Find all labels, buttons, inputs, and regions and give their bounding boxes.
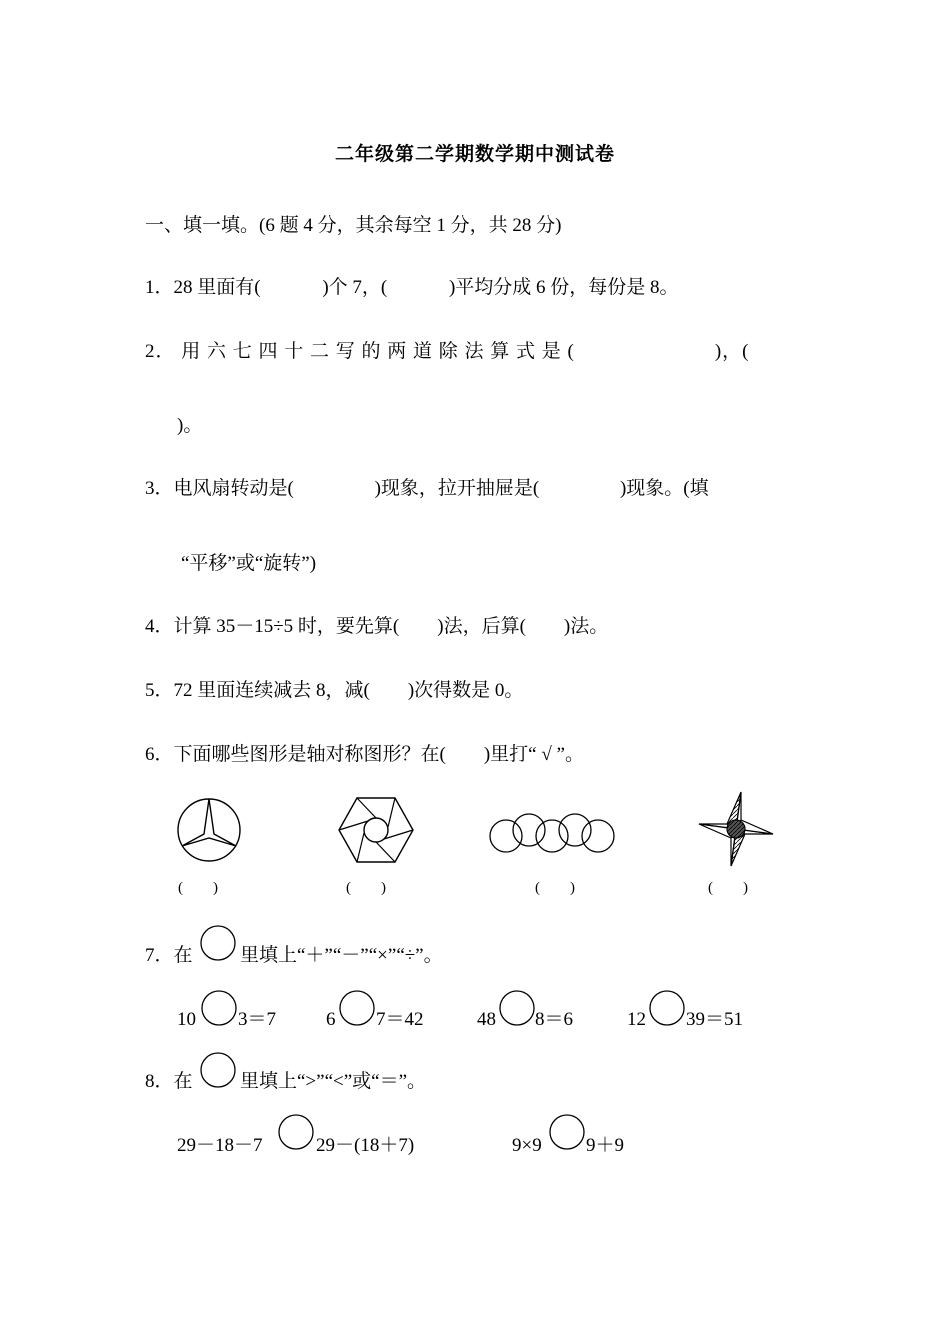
q7-item-3-left: 48 (477, 1009, 496, 1030)
q8-item-1-left: 29－18－7 (177, 1135, 263, 1156)
question-8-prefix: 8．在 (145, 1071, 193, 1092)
q7-item-4-right: 39＝51 (686, 1009, 744, 1030)
page-title: 二年级第二学期数学期中测试卷 (334, 143, 615, 165)
question-2-line-2: )。 (177, 415, 203, 436)
q7-item-4-circle[interactable] (649, 990, 685, 1026)
q8-item-2-right: 9＋9 (586, 1135, 625, 1156)
q7-item-4-left: 12 (627, 1009, 646, 1030)
question-4: 4．计算 35－15÷5 时，要先算( )法，后算( )法。 (145, 616, 609, 637)
question-3-line-2: “平移”或“旋转”) (181, 553, 317, 574)
q8-item-1-right: 29－(18＋7) (316, 1135, 415, 1156)
question-5: 5．72 里面连续减去 8，减( )次得数是 0。 (145, 680, 524, 701)
question-2-line-1: 2． 用 六 七 四 十 二 写 的 两 道 除 法 算 式 是 ( )，( (145, 341, 750, 362)
question-8-suffix: 里填上“>”“<”或“＝”。 (240, 1071, 427, 1092)
q7-item-1-left: 10 (177, 1009, 196, 1030)
hexagon-figure (338, 796, 414, 864)
compare-circle-icon (200, 1052, 236, 1088)
q8-item-2-left: 9×9 (512, 1135, 542, 1156)
question-7-suffix: 里填上“＋”“－”“×”“÷”。 (240, 945, 443, 966)
question-3-line-1: 3．电风扇转动是( )现象，拉开抽屉是( )现象。(填 (145, 478, 709, 499)
operator-circle-icon (200, 925, 236, 961)
answer-paren-4[interactable]: ( ) (708, 880, 748, 896)
question-7-prefix: 7．在 (145, 945, 193, 966)
q7-item-3-circle[interactable] (499, 990, 535, 1026)
q8-item-2-circle[interactable] (549, 1114, 585, 1150)
q7-item-2-left: 6 (326, 1009, 336, 1030)
q7-item-2-right: 7＝42 (376, 1009, 424, 1030)
q7-item-2-circle[interactable] (339, 990, 375, 1026)
answer-paren-1[interactable]: ( ) (178, 880, 218, 896)
q8-item-1-circle[interactable] (278, 1114, 314, 1150)
circle-star-figure (175, 796, 243, 864)
answer-paren-2[interactable]: ( ) (346, 880, 386, 896)
five-circles-figure (488, 812, 616, 856)
q7-item-1-circle[interactable] (201, 990, 237, 1026)
q7-item-1-right: 3＝7 (238, 1009, 277, 1030)
question-6: 6．下面哪些图形是轴对称图形？在( )里打“ √ ”。 (145, 744, 584, 765)
answer-paren-3[interactable]: ( ) (535, 880, 575, 896)
section-heading: 一、填一填。(6 题 4 分，其余每空 1 分，共 28 分) (145, 215, 562, 236)
q7-item-3-right: 8＝6 (535, 1009, 574, 1030)
question-1: 1．28 里面有( )个 7，( )平均分成 6 份，每份是 8。 (145, 277, 679, 298)
pinwheel-figure (697, 790, 775, 868)
